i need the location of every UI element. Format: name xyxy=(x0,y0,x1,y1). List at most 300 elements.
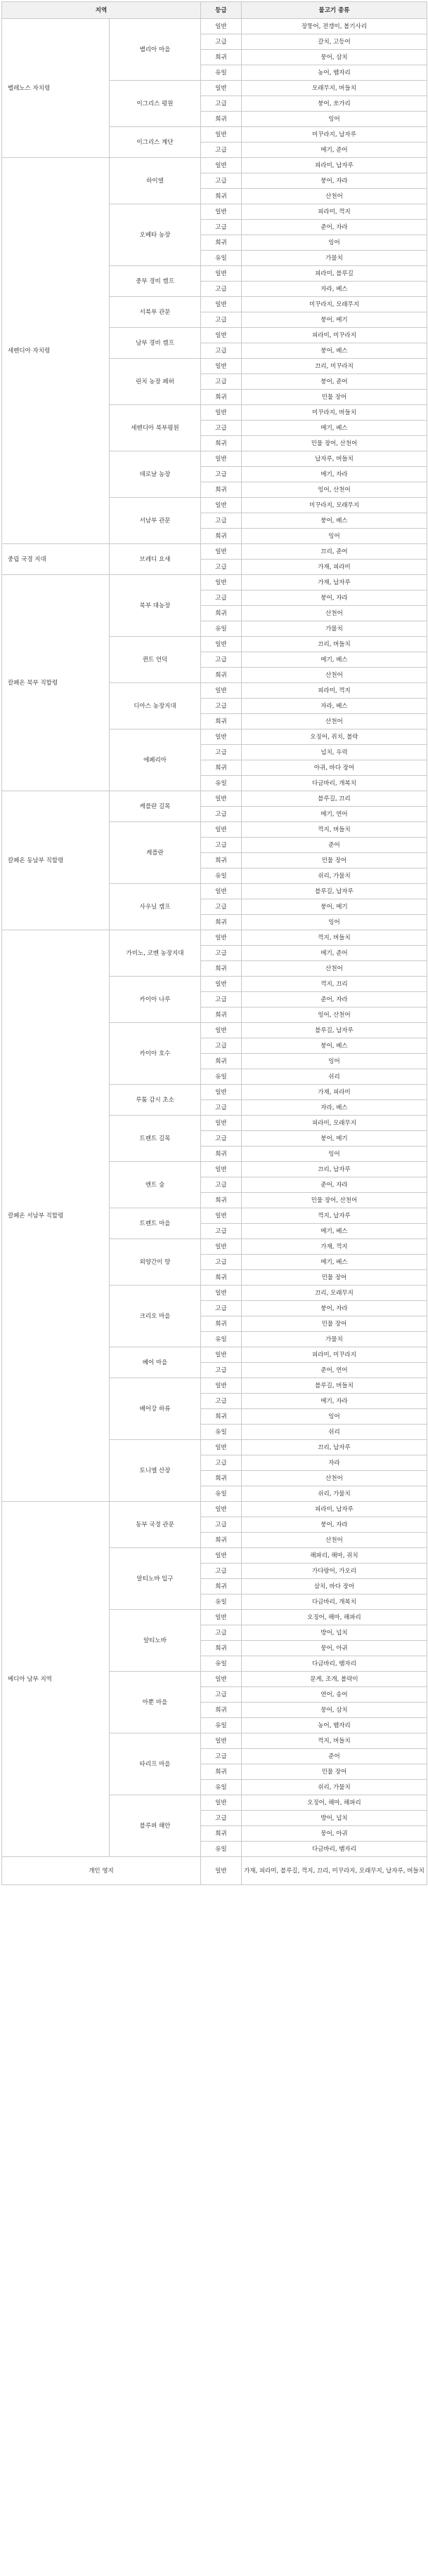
fish-cell: 꺽지, 버들치 xyxy=(242,822,427,838)
grade-cell: 고급 xyxy=(201,1517,242,1533)
grade-cell: 일반 xyxy=(201,127,242,143)
grade-cell: 고급 xyxy=(201,467,242,482)
grade-cell: 고급 xyxy=(201,1131,242,1147)
table-row xyxy=(2,1857,427,1885)
grade-cell: 일반 xyxy=(201,266,242,282)
fish-cell: 메기, 자라 xyxy=(242,467,427,482)
fish-cell: 민물 장어 xyxy=(242,1316,427,1332)
fish-cell: 잉어 xyxy=(242,235,427,251)
grade-cell: 일반 xyxy=(201,1023,242,1038)
fish-cell: 민물 장어, 산천어 xyxy=(242,436,427,451)
fish-cell: 넙치, 우럭 xyxy=(242,745,427,760)
grade-cell: 일반 xyxy=(201,1440,242,1455)
subregion-cell: 베어 마을 xyxy=(110,1347,201,1378)
subregion-cell: 케플란 길목 xyxy=(110,791,201,822)
grade-cell: 고급 xyxy=(201,560,242,575)
fish-cell: 잉어 xyxy=(242,112,427,127)
fish-cell: 피라미, 납자루 xyxy=(242,1502,427,1517)
grade-cell: 희귀 xyxy=(201,482,242,498)
fish-cell: 장뚱어, 전갱이, 볼기사리 xyxy=(242,19,427,34)
fish-cell: 준어, 자라 xyxy=(242,220,427,235)
grade-cell: 일반 xyxy=(201,204,242,220)
grade-cell: 희귀 xyxy=(201,1579,242,1594)
grade-cell: 희귀 xyxy=(201,1008,242,1023)
fish-cell: 잉어 xyxy=(242,1147,427,1162)
grade-cell: 일반 xyxy=(201,575,242,590)
subregion-cell: 아뿐 마을 xyxy=(110,1672,201,1733)
grade-cell: 일반 xyxy=(201,158,242,173)
grade-cell: 일반 xyxy=(201,81,242,96)
fish-cell: 방어, 넙치 xyxy=(242,1811,427,1826)
grade-cell: 일반 xyxy=(201,19,242,34)
grade-cell: 희귀 xyxy=(201,915,242,930)
fish-cell: 모래무지, 버들치 xyxy=(242,81,427,96)
grade-cell: 희귀 xyxy=(201,235,242,251)
grade-cell: 유일 xyxy=(201,1425,242,1440)
subregion-cell: 퀸트 언덕 xyxy=(110,637,201,683)
subregion-cell: 남부 경비 캠프 xyxy=(110,328,201,359)
fish-cell: 피라미, 미꾸라지 xyxy=(242,1347,427,1363)
region-cell: 세렌디아 자치령 xyxy=(2,158,110,544)
fish-cell: 오징어, 해마, 해파리 xyxy=(242,1795,427,1811)
table-row xyxy=(2,19,427,34)
fish-cell: 산천어 xyxy=(242,606,427,621)
subregion-cell: 엔트 숲 xyxy=(110,1162,201,1208)
fish-cell: 메기, 베스 xyxy=(242,652,427,668)
fish-cell: 잉어 xyxy=(242,915,427,930)
fish-cell: 블루길, 끄리 xyxy=(242,791,427,807)
fish-cell: 꺽지, 버들치 xyxy=(242,1733,427,1749)
fish-cell: 가재, 꺽지 xyxy=(242,1239,427,1255)
subregion-cell: 크리오 마을 xyxy=(110,1286,201,1347)
grade-cell: 일반 xyxy=(201,359,242,374)
fish-cell: 농어, 뱀자리 xyxy=(242,1718,427,1733)
fish-cell: 피라미, 모래무지 xyxy=(242,1116,427,1131)
fish-cell: 뭉어, 아귀 xyxy=(242,1641,427,1656)
grade-cell: 유일 xyxy=(201,1780,242,1795)
fish-cell: 메기, 자라 xyxy=(242,1394,427,1409)
region-cell: 칼페온 서남부 직할령 xyxy=(2,930,110,1502)
region-cell: 메디아 남부 지역 xyxy=(2,1502,110,1857)
subregion-cell: 카이아 호수 xyxy=(110,1023,201,1085)
fish-cell: 뭉어, 삼치 xyxy=(242,1703,427,1718)
fish-cell: 산천어 xyxy=(242,961,427,977)
fish-cell: 메기, 베스 xyxy=(242,1224,427,1239)
subregion-cell: 케플란 xyxy=(110,822,201,884)
fish-cell: 민물 장어 xyxy=(242,1270,427,1286)
subregion-cell: 알티노바 입구 xyxy=(110,1548,201,1610)
grade-cell: 고급 xyxy=(201,1687,242,1703)
subregion-cell: 중부 경비 캠프 xyxy=(110,266,201,297)
grade-cell: 일반 xyxy=(201,637,242,652)
fish-cell: 붕어, 베스 xyxy=(242,343,427,359)
subregion-cell: 알티노바 xyxy=(110,1610,201,1672)
fish-cell: 붕어, 메기 xyxy=(242,1131,427,1147)
fish-cell: 피라미, 꺽지 xyxy=(242,204,427,220)
grade-cell: 고급 xyxy=(201,899,242,915)
fish-cell: 쉬리 xyxy=(242,1069,427,1085)
grade-cell: 일반 xyxy=(201,1085,242,1100)
fish-cell: 다금바리, 개복치 xyxy=(242,1594,427,1610)
grade-cell: 유일 xyxy=(201,868,242,884)
grade-cell: 일반 xyxy=(201,1286,242,1301)
grade-cell: 고급 xyxy=(201,173,242,189)
fish-cell: 준어 xyxy=(242,1749,427,1764)
subregion-cell: 베어강 하류 xyxy=(110,1378,201,1440)
table-row xyxy=(2,1502,427,1517)
grade-cell: 일반 xyxy=(201,729,242,745)
fish-cell: 끄리, 납자루 xyxy=(242,1162,427,1177)
grade-cell: 일반 xyxy=(201,884,242,899)
grade-cell: 고급 xyxy=(201,1394,242,1409)
subregion-cell: 타리프 마을 xyxy=(110,1733,201,1795)
grade-cell: 일반 xyxy=(201,1116,242,1131)
fish-cell: 자라, 베스 xyxy=(242,282,427,297)
grade-cell: 일반 xyxy=(201,1733,242,1749)
grade-cell: 희귀 xyxy=(201,1316,242,1332)
grade-cell: 고급 xyxy=(201,992,242,1008)
grade-cell: 일반 xyxy=(201,1548,242,1564)
grade-cell: 고급 xyxy=(201,1625,242,1641)
grade-cell: 희귀 xyxy=(201,606,242,621)
grade-cell: 고급 xyxy=(201,745,242,760)
subregion-cell: 에페리아 xyxy=(110,729,201,791)
grade-cell: 유일 xyxy=(201,1332,242,1347)
grade-cell: 일반 xyxy=(201,1239,242,1255)
fish-cell: 미꾸라지, 모래무지 xyxy=(242,498,427,513)
grade-cell: 고급 xyxy=(201,34,242,50)
fish-location-table xyxy=(1,1,427,1885)
subregion-cell: 블루퍼 해안 xyxy=(110,1795,201,1857)
table-row xyxy=(2,930,427,946)
fish-cell: 붕어, 메기 xyxy=(242,312,427,328)
grade-cell: 고급 xyxy=(201,590,242,606)
fish-cell: 방어, 넙치 xyxy=(242,1625,427,1641)
fish-cell: 산천어 xyxy=(242,189,427,204)
fish-cell: 미꾸라지, 납자루 xyxy=(242,127,427,143)
grade-cell: 고급 xyxy=(201,343,242,359)
grade-cell: 고급 xyxy=(201,699,242,714)
fish-cell: 산천어 xyxy=(242,1471,427,1486)
fish-cell: 갈치, 고등어 xyxy=(242,34,427,50)
fish-cell: 민물 장어, 산천어 xyxy=(242,1193,427,1208)
grade-cell: 희귀 xyxy=(201,436,242,451)
fish-cell: 오징어, 해마, 해파리 xyxy=(242,1610,427,1625)
grade-cell: 희귀 xyxy=(201,1409,242,1425)
table-row xyxy=(2,791,427,807)
fish-cell: 아귀, 바다 장어 xyxy=(242,760,427,776)
fish-cell: 자라, 베스 xyxy=(242,1100,427,1116)
grade-cell: 희귀 xyxy=(201,668,242,683)
grade-cell: 희귀 xyxy=(201,1764,242,1780)
fish-cell: 가물치 xyxy=(242,251,427,266)
grade-cell: 일반 xyxy=(201,1795,242,1811)
grade-cell: 고급 xyxy=(201,1301,242,1316)
subregion-cell: 북부 대농장 xyxy=(110,575,201,637)
fish-cell: 쉬리, 가물치 xyxy=(242,1780,427,1795)
fish-cell: 끄리, 준어 xyxy=(242,544,427,560)
fish-cell: 준어 xyxy=(242,838,427,853)
fish-cell: 산천어 xyxy=(242,668,427,683)
fish-cell: 잉어 xyxy=(242,529,427,544)
fish-cell: 잉어, 산천어 xyxy=(242,482,427,498)
grade-cell: 희귀 xyxy=(201,853,242,868)
grade-cell: 유일 xyxy=(201,1486,242,1502)
grade-cell: 고급 xyxy=(201,1363,242,1378)
fish-cell: 피라미, 꺽지 xyxy=(242,683,427,699)
fish-cell: 쉬리 xyxy=(242,1425,427,1440)
grade-cell: 희귀 xyxy=(201,1270,242,1286)
grade-cell: 희귀 xyxy=(201,1054,242,1069)
fish-cell: 잉어 xyxy=(242,1409,427,1425)
grade-cell: 고급 xyxy=(201,807,242,822)
subregion-cell: 트렌트 길목 xyxy=(110,1116,201,1162)
grade-cell: 희귀 xyxy=(201,1193,242,1208)
fish-cell: 뭉어, 아귀 xyxy=(242,1826,427,1842)
grade-cell: 일반 xyxy=(201,1610,242,1625)
subregion-cell: 가비노, 코벤 농장지대 xyxy=(110,930,201,977)
subregion-cell: 데로날 농장 xyxy=(110,451,201,498)
grade-cell: 유일 xyxy=(201,1718,242,1733)
fish-cell: 산천어 xyxy=(242,714,427,729)
fish-cell: 준어, 연어 xyxy=(242,1363,427,1378)
grade-cell: 고급 xyxy=(201,312,242,328)
fish-cell: 자라 xyxy=(242,1455,427,1471)
fish-cell: 문게, 조개, 볼락이 xyxy=(242,1672,427,1687)
fish-cell: 붕어, 자라 xyxy=(242,1301,427,1316)
fish-cell: 끄리, 모래무지 xyxy=(242,1286,427,1301)
grade-cell: 희귀 xyxy=(201,760,242,776)
fish-cell: 준어, 자라 xyxy=(242,1177,427,1193)
grade-cell: 일반 xyxy=(201,1347,242,1363)
subregion-cell: 트렌트 마을 xyxy=(110,1208,201,1239)
grade-cell: 일반 xyxy=(201,822,242,838)
subregion-cell: 루툼 감시 초소 xyxy=(110,1085,201,1116)
fish-cell: 쉬리, 가물치 xyxy=(242,868,427,884)
grade-cell: 일반 xyxy=(201,405,242,421)
grade-cell: 희귀 xyxy=(201,1826,242,1842)
grade-cell: 유일 xyxy=(201,251,242,266)
grade-cell: 일반 xyxy=(201,544,242,560)
fish-cell: 잉어 xyxy=(242,1054,427,1069)
fish-cell: 연어, 송어 xyxy=(242,1687,427,1703)
grade-cell: 희귀 xyxy=(201,1703,242,1718)
fish-cell: 다금바리, 개복치 xyxy=(242,776,427,791)
fish-cell: 다금바리, 뱀자리 xyxy=(242,1656,427,1672)
fish-cell: 미꾸라지, 모래무지 xyxy=(242,297,427,312)
grade-cell: 고급 xyxy=(201,96,242,112)
subregion-cell: 하이델 xyxy=(110,158,201,204)
grade-cell: 고급 xyxy=(201,220,242,235)
subregion-cell: 세렌디아 북부평원 xyxy=(110,405,201,451)
fish-cell: 농어, 뱀자리 xyxy=(242,65,427,81)
fish-cell: 붕어, 베스 xyxy=(242,1038,427,1054)
subregion-cell: 브레디 요새 xyxy=(110,544,201,575)
grade-cell: 유일 xyxy=(201,621,242,637)
grade-cell: 고급 xyxy=(201,1255,242,1270)
table-row xyxy=(2,575,427,590)
subregion-cell: 사우닐 캠프 xyxy=(110,884,201,930)
fish-cell: 블루길, 버들치 xyxy=(242,1378,427,1394)
fish-cell: 가재, 납자루 xyxy=(242,575,427,590)
subregion-cell: 동부 국경 관문 xyxy=(110,1502,201,1548)
header-fish: 물고기 종류 xyxy=(242,2,427,19)
header-row xyxy=(2,2,427,19)
grade-cell: 고급 xyxy=(201,1564,242,1579)
grade-cell: 일반 xyxy=(201,297,242,312)
fish-cell: 붕어, 자라 xyxy=(242,1517,427,1533)
fish-cell: 꺽지, 납자루 xyxy=(242,1208,427,1224)
subregion-cell: 이그리스 계단 xyxy=(110,127,201,158)
fish-cell: 끄리, 버들치 xyxy=(242,637,427,652)
fish-cell: 블루길, 납자루 xyxy=(242,884,427,899)
fish-cell: 메기, 준어 xyxy=(242,946,427,961)
grade-cell: 희귀 xyxy=(201,112,242,127)
fish-cell: 메기, 베스 xyxy=(242,421,427,436)
fish-cell: 피라미, 블루길 xyxy=(242,266,427,282)
grade-cell: 유일 xyxy=(201,776,242,791)
grade-cell: 일반 xyxy=(201,1208,242,1224)
subregion-cell: 카이아 나루 xyxy=(110,977,201,1023)
grade-cell: 유일 xyxy=(201,65,242,81)
grade-cell: 일반 xyxy=(201,1378,242,1394)
grade-cell: 희귀 xyxy=(201,961,242,977)
fish-cell: 자라, 베스 xyxy=(242,699,427,714)
grade-cell: 고급 xyxy=(201,1749,242,1764)
fish-cell: 블루길, 납자루 xyxy=(242,1023,427,1038)
fish-cell: 끄리, 미꾸라지 xyxy=(242,359,427,374)
grade-cell: 고급 xyxy=(201,513,242,529)
fish-cell: 메기, 준어 xyxy=(242,143,427,158)
grade-cell: 일반 xyxy=(201,791,242,807)
subregion-cell: 린치 농장 폐허 xyxy=(110,359,201,405)
subregion-cell: 토니엘 산장 xyxy=(110,1440,201,1502)
grade-cell: 고급 xyxy=(201,1455,242,1471)
subregion-cell: 외양간이 땅 xyxy=(110,1239,201,1286)
fish-cell: 꺽지, 버들치 xyxy=(242,930,427,946)
fish-cell: 붕어, 자라 xyxy=(242,590,427,606)
grade-cell: 희귀 xyxy=(201,529,242,544)
fish-cell: 가물치 xyxy=(242,1332,427,1347)
grade-cell: 유일 xyxy=(201,1594,242,1610)
grade-cell: 일반 xyxy=(201,1502,242,1517)
grade-cell: 고급 xyxy=(201,838,242,853)
fish-cell: 다금바리, 뱀자리 xyxy=(242,1842,427,1857)
grade-cell: 고급 xyxy=(201,1100,242,1116)
table-body xyxy=(2,19,427,1885)
fish-cell: 메기, 연어 xyxy=(242,807,427,822)
fish-cell: 산천어 xyxy=(242,1533,427,1548)
fish-cell: 붕어, 준어 xyxy=(242,374,427,390)
grade-cell: 고급 xyxy=(201,421,242,436)
fish-cell: 피라미, 납자루 xyxy=(242,158,427,173)
fish-cell: 준어, 자라 xyxy=(242,992,427,1008)
fish-cell: 끄리, 납자루 xyxy=(242,1440,427,1455)
fish-cell: 민물 장어 xyxy=(242,1764,427,1780)
fish-cell: 잉어, 산천어 xyxy=(242,1008,427,1023)
grade-cell: 일반 xyxy=(201,683,242,699)
grade-cell: 일반 xyxy=(201,498,242,513)
fish-cell: 뭉어, 삼치 xyxy=(242,50,427,65)
fish-cell: 붕어, 베스 xyxy=(242,513,427,529)
grade-cell: 고급 xyxy=(201,1177,242,1193)
grade-cell: 고급 xyxy=(201,1224,242,1239)
grade-cell: 희귀 xyxy=(201,1147,242,1162)
table-row xyxy=(2,544,427,560)
fish-cell: 가재, 피라미 xyxy=(242,560,427,575)
grade-cell: 일반 xyxy=(201,451,242,467)
region-cell: 칼페온 북부 직할령 xyxy=(2,575,110,791)
grade-cell: 고급 xyxy=(201,652,242,668)
table-row xyxy=(2,158,427,173)
subregion-cell: 서남부 관문 xyxy=(110,498,201,544)
grade-cell: 유일 xyxy=(201,1656,242,1672)
fish-cell: 가재, 피라미 xyxy=(242,1085,427,1100)
fish-cell: 오징어, 쥐치, 볼락 xyxy=(242,729,427,745)
grade-cell: 희귀 xyxy=(201,390,242,405)
grade-cell: 고급 xyxy=(201,1038,242,1054)
fish-cell: 피라미, 미꾸라지 xyxy=(242,328,427,343)
grade-cell: 일반 xyxy=(201,977,242,992)
fish-cell: 붕어, 쏘가리 xyxy=(242,96,427,112)
grade-cell: 희귀 xyxy=(201,1533,242,1548)
fish-cell: 가물치 xyxy=(242,621,427,637)
grade-cell: 일반 xyxy=(201,328,242,343)
fish-cell: 민물 장어 xyxy=(242,853,427,868)
grade-cell: 유일 xyxy=(201,1842,242,1857)
fish-cell: 삼치, 바다 장어 xyxy=(242,1579,427,1594)
grade-cell: 일반 xyxy=(201,930,242,946)
fish-cell: 가다랑어, 가오리 xyxy=(242,1564,427,1579)
grade-cell: 희귀 xyxy=(201,1471,242,1486)
grade-cell: 고급 xyxy=(201,1811,242,1826)
grade-cell: 고급 xyxy=(201,143,242,158)
grade-cell: 희귀 xyxy=(201,189,242,204)
header-grade: 등급 xyxy=(201,2,242,19)
grade-cell: 유일 xyxy=(201,1069,242,1085)
subregion-cell: 벨리아 마을 xyxy=(110,19,201,81)
subregion-cell: 디아스 농장지대 xyxy=(110,683,201,729)
grade-cell: 고급 xyxy=(201,282,242,297)
grade-cell: 일반 xyxy=(201,1857,242,1885)
grade-cell: 일반 xyxy=(201,1162,242,1177)
region-cell: 칼페온 동남부 직할령 xyxy=(2,791,110,930)
grade-cell: 희귀 xyxy=(201,1641,242,1656)
fish-cell: 민물 장어 xyxy=(242,390,427,405)
grade-cell: 고급 xyxy=(201,374,242,390)
grade-cell: 일반 xyxy=(201,1672,242,1687)
grade-cell: 희귀 xyxy=(201,714,242,729)
fish-cell: 해파리, 해마, 쥐치 xyxy=(242,1548,427,1564)
subregion-cell: 오베타 농장 xyxy=(110,204,201,266)
fish-cell: 메기, 베스 xyxy=(242,1255,427,1270)
region-cell: 개인 영지 xyxy=(2,1857,201,1885)
region-cell: 벨레노스 자치령 xyxy=(2,19,110,158)
grade-cell: 희귀 xyxy=(201,50,242,65)
subregion-cell: 이그리스 평원 xyxy=(110,81,201,127)
fish-cell: 붕어, 자라 xyxy=(242,173,427,189)
fish-cell: 미꾸라지, 버들치 xyxy=(242,405,427,421)
region-cell: 중립 국경 지대 xyxy=(2,544,110,575)
fish-cell: 붕어, 메기 xyxy=(242,899,427,915)
fish-cell: 가재, 피라미, 블루길, 꺽지, 끄리, 미꾸라지, 모래무지, 납자루, 버들치 xyxy=(242,1857,427,1885)
fish-cell: 쉬리, 가물치 xyxy=(242,1486,427,1502)
fish-cell: 꺽지, 끄리 xyxy=(242,977,427,992)
fish-cell: 납자루, 버들치 xyxy=(242,451,427,467)
grade-cell: 고급 xyxy=(201,946,242,961)
header-region: 지역 xyxy=(2,2,201,19)
subregion-cell: 서북부 관문 xyxy=(110,297,201,328)
